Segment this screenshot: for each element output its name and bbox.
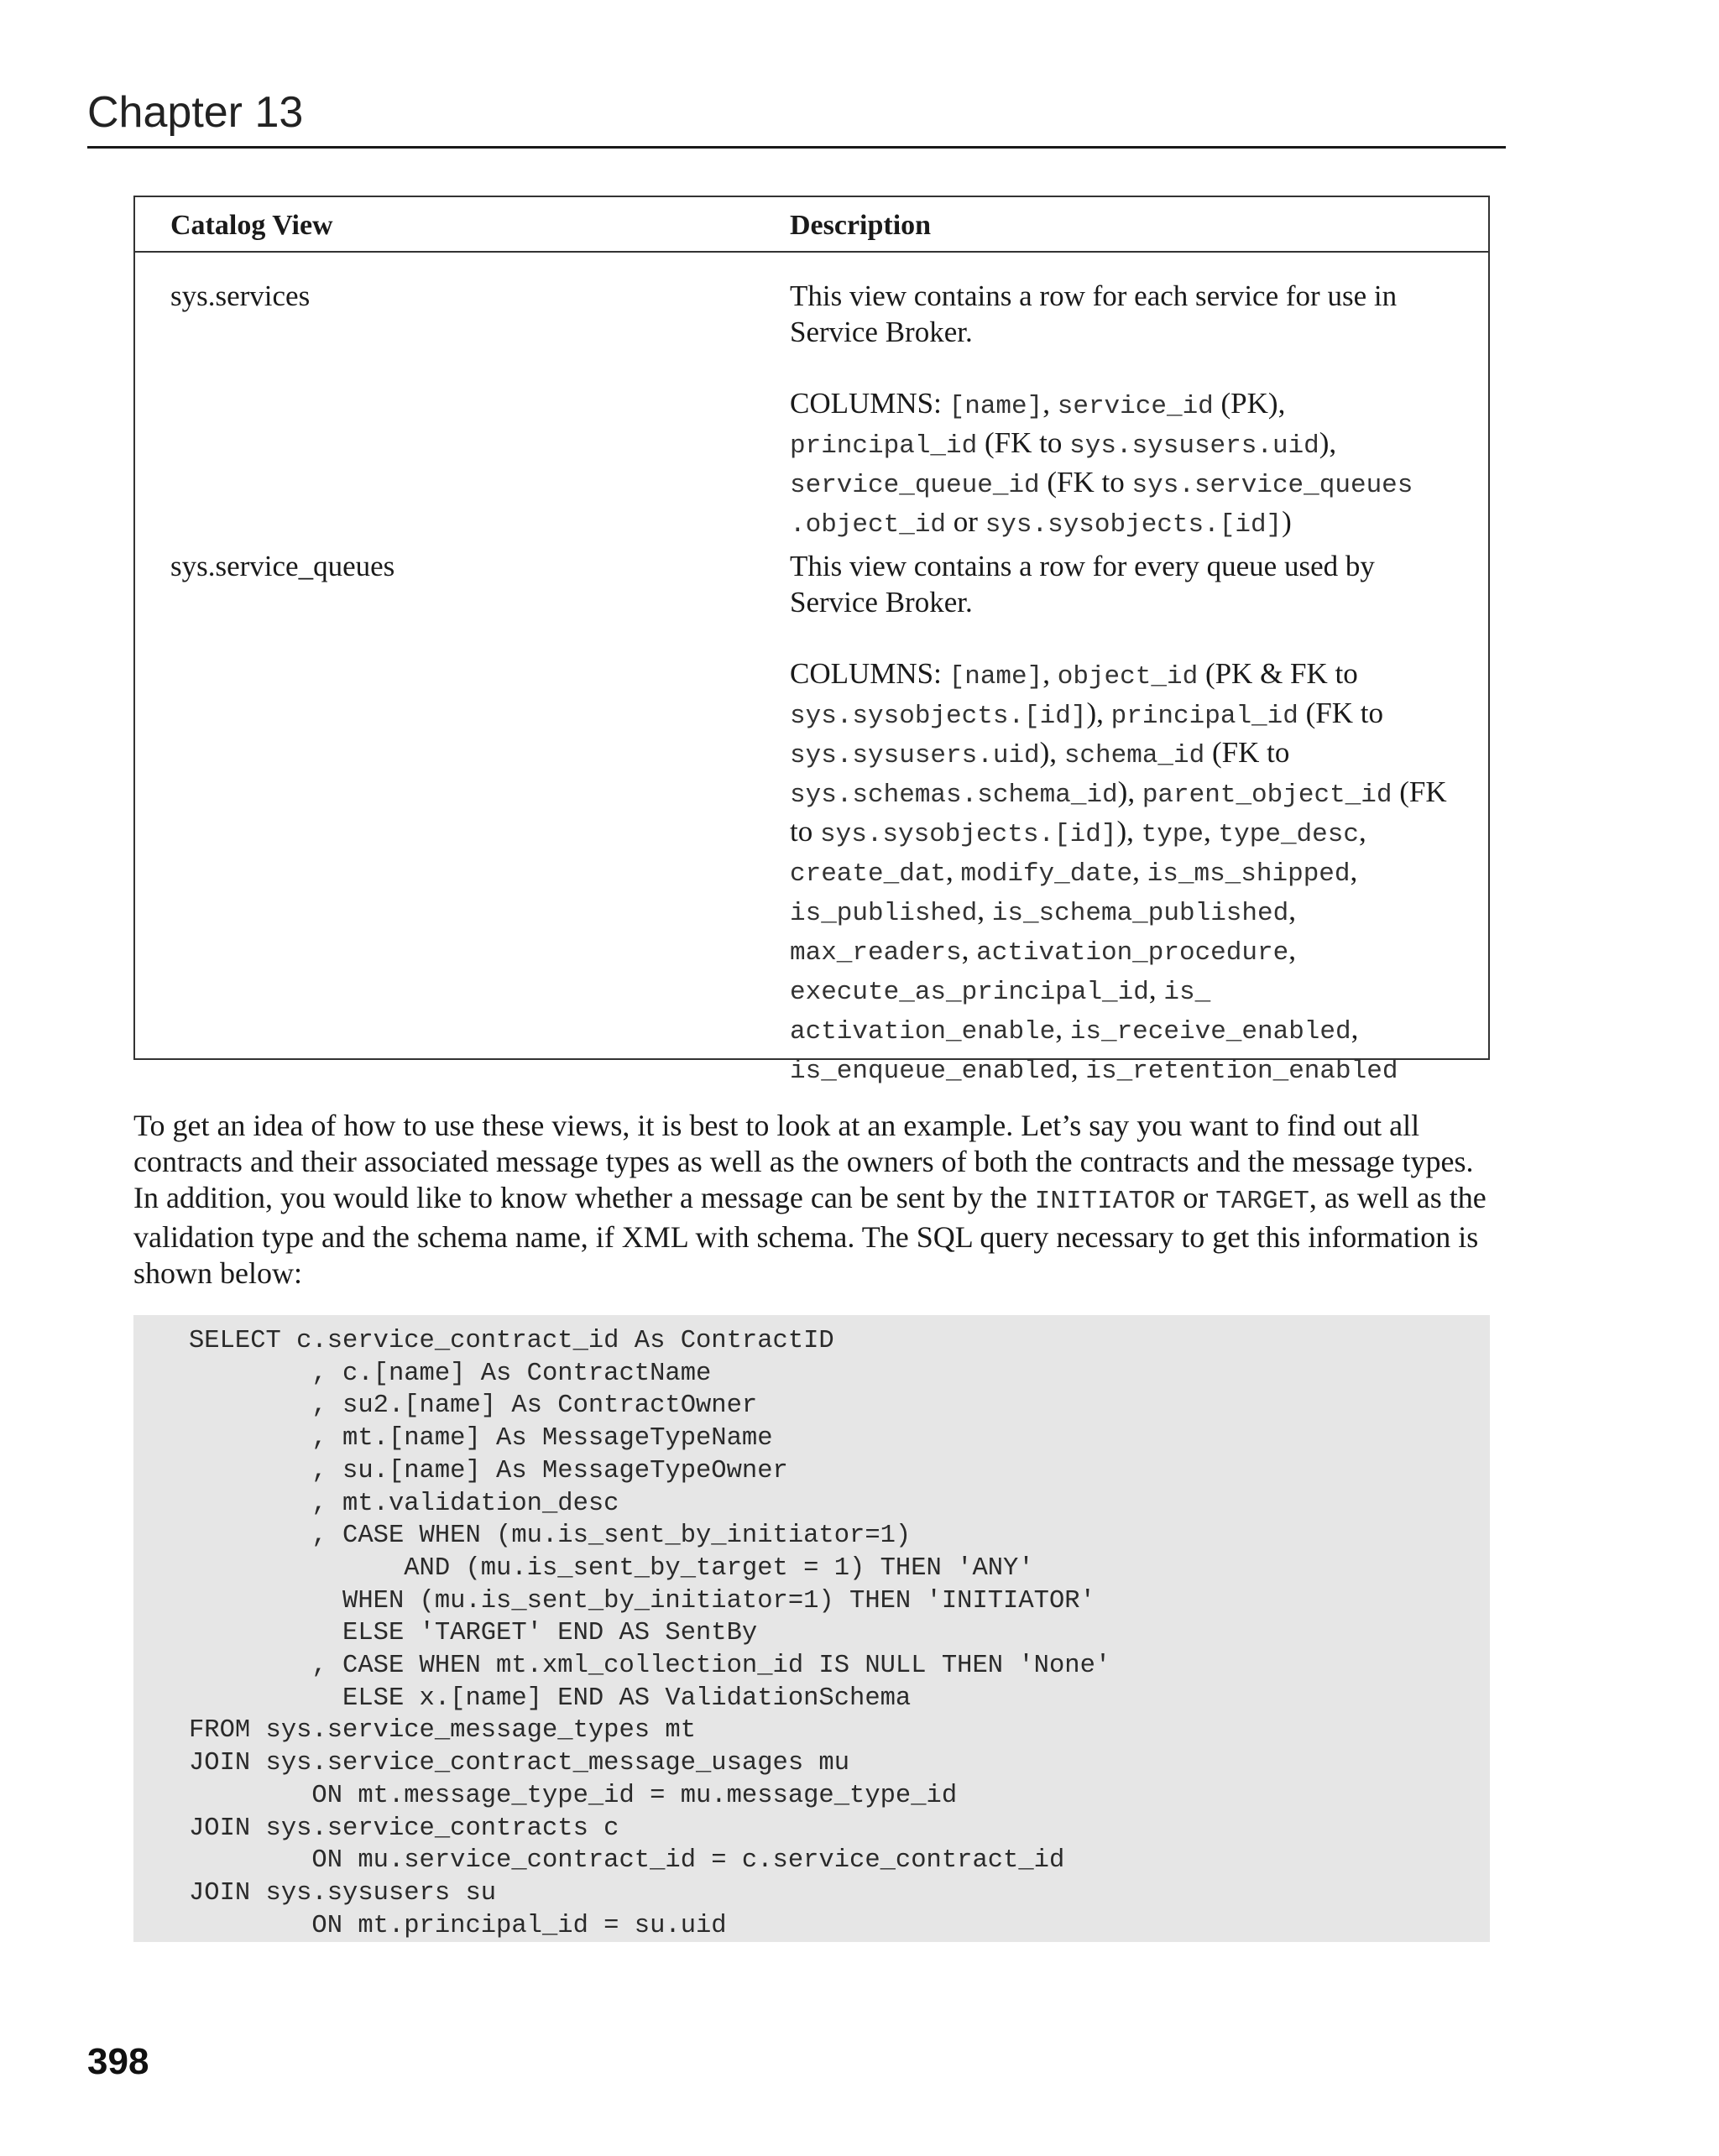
text-run: (FK to xyxy=(1204,736,1290,769)
code-term: max_readers xyxy=(790,938,962,968)
code-line: JOIN sys.service_contract_message_usages mu xyxy=(189,1749,850,1778)
text-run: , xyxy=(961,933,977,966)
code-term: sys.sysobjects.[id] xyxy=(985,510,1283,540)
code-line: , c.[name] As ContractName xyxy=(189,1359,712,1388)
text-run: (FK to xyxy=(1298,697,1383,729)
column-header-description: Description xyxy=(790,210,932,241)
text-run: , xyxy=(1288,933,1296,966)
text-run: ), xyxy=(1319,426,1337,459)
sql-code-block xyxy=(133,1315,1490,1942)
code-term: sys.sysusers.uid xyxy=(790,741,1040,770)
code-term: service_id xyxy=(1057,392,1214,421)
text-run: ), xyxy=(1116,815,1142,848)
code-line: WHEN (mu.is_sent_by_initiator=1) THEN 'INITIATOR' xyxy=(189,1586,1095,1616)
code-line: ON mt.message_type_id = mu.message_type_id xyxy=(189,1781,958,1810)
code-line: JOIN sys.sysusers su xyxy=(189,1878,497,1908)
text-run: (FK to xyxy=(1039,466,1132,499)
code-term: is_ms_shipped xyxy=(1147,859,1351,889)
text-run: , xyxy=(1070,1052,1086,1084)
catalog-view-description xyxy=(790,278,1470,543)
code-term: sys.schemas.schema_id xyxy=(790,780,1118,810)
code-line: ELSE 'TARGET' END AS SentBy xyxy=(189,1619,758,1648)
description-columns xyxy=(790,655,1470,1089)
text-run: , xyxy=(1042,387,1058,420)
code-term: schema_id xyxy=(1063,741,1205,770)
chapter-header xyxy=(87,87,1506,149)
code-term: type xyxy=(1141,820,1204,849)
text-run: ) xyxy=(1282,505,1292,538)
text-run: , xyxy=(1204,815,1219,848)
text-run: ), xyxy=(1039,736,1064,769)
code-term: type_desc xyxy=(1218,820,1359,849)
code-term: INITIATOR xyxy=(1034,1187,1176,1216)
text-run: , xyxy=(946,854,961,887)
code-term: principal_id xyxy=(1110,702,1298,731)
code-term: service_queue_id xyxy=(790,471,1040,500)
code-term: is_enqueue_enabled xyxy=(790,1057,1071,1086)
text-run: (FK to xyxy=(977,426,1070,459)
code-term: [name] xyxy=(948,662,1043,692)
code-line: , su2.[name] As ContractOwner xyxy=(189,1391,758,1421)
code-term: modify_date xyxy=(960,859,1133,889)
code-line: FROM sys.service_message_types mt xyxy=(189,1716,696,1746)
text-run: COLUMNS: xyxy=(790,387,949,420)
code-term: is_schema_published xyxy=(991,899,1289,928)
code-line: SELECT c.service_contract_id As ContractID xyxy=(189,1327,834,1355)
code-term: [name] xyxy=(948,392,1043,421)
code-line: ON mt.principal_id = su.uid xyxy=(189,1911,727,1940)
catalog-view-name: sys.services xyxy=(170,279,311,312)
page-number: 398 xyxy=(87,2041,149,2082)
text-run: or xyxy=(1175,1181,1216,1214)
text-run: To get an idea of how to use these views, it is best to look at an example. Let’s say you want to find out all contracts and their associated message types as well as the owners of both the contracts and the message types. In addition, you would like to know whether a message can be sent by the xyxy=(133,1109,1474,1214)
text-run: ), xyxy=(1086,697,1111,729)
description-columns xyxy=(790,385,1470,543)
text-run: ), xyxy=(1117,775,1142,808)
text-run: , as well as the validation type and the schema name, if XML with schema. The SQL query necessary to get this information is shown below: xyxy=(133,1181,1486,1290)
text-run: , xyxy=(1350,854,1358,887)
text-run: , xyxy=(1288,894,1296,927)
code-line: , CASE WHEN mt.xml_collection_id IS NULL THEN 'None' xyxy=(189,1652,1111,1681)
catalog-view-table xyxy=(133,196,1490,1086)
code-term: is_receive_enabled xyxy=(1069,1017,1351,1047)
text-run: , xyxy=(1132,854,1147,887)
code-term: sys.sysobjects.[id] xyxy=(790,702,1087,731)
code-term: object_id xyxy=(1057,662,1199,692)
code-term: sys.service_queues .object_id xyxy=(790,471,1413,540)
code-term: is_published xyxy=(790,899,978,928)
text-run: , xyxy=(1042,657,1058,690)
chapter-title: Chapter 13 xyxy=(87,88,304,137)
code-line: AND (mu.is_sent_by_target = 1) THEN 'ANY' xyxy=(189,1553,1034,1583)
body-paragraph xyxy=(133,1108,1497,1292)
description-intro: This view contains a row for every queue used by Service Broker. xyxy=(790,550,1375,619)
text-run: , xyxy=(1055,1012,1070,1045)
code-term: sys.sysusers.uid xyxy=(1069,431,1319,461)
text-run: (PK & FK to xyxy=(1198,657,1358,690)
code-term: create_dat xyxy=(790,859,947,889)
code-line: , su.[name] As MessageTypeOwner xyxy=(189,1456,788,1485)
code-term: TARGET xyxy=(1215,1187,1309,1216)
catalog-view-description xyxy=(790,548,1470,1089)
code-term: execute_as_principal_id xyxy=(790,978,1149,1007)
code-line: ON mu.service_contract_id = c.service_contract_id xyxy=(189,1846,1065,1876)
description-intro: This view contains a row for each service for use in Service Broker. xyxy=(790,279,1398,348)
text-run: or xyxy=(946,505,985,538)
code-term: is_ activation_enable xyxy=(790,978,1211,1047)
text-run: COLUMNS: xyxy=(790,657,949,690)
text-run: (FK to xyxy=(790,775,1447,848)
code-line: , CASE WHEN (mu.is_sent_by_initiator=1) xyxy=(189,1522,912,1551)
text-run: , xyxy=(977,894,992,927)
table-header-row xyxy=(135,197,1488,253)
code-term: sys.sysobjects.[id] xyxy=(819,820,1117,849)
code-term: activation_procedure xyxy=(976,938,1289,968)
code-line: JOIN sys.service_contracts c xyxy=(189,1814,619,1843)
catalog-view-name: sys.service_queues xyxy=(170,550,395,582)
code-term: parent_object_id xyxy=(1142,780,1392,810)
text-run: , xyxy=(1358,815,1366,848)
text-run: , xyxy=(1148,973,1164,1005)
code-term: principal_id xyxy=(790,431,978,461)
text-run: , xyxy=(1351,1012,1359,1045)
code-line: , mt.validation_desc xyxy=(189,1489,619,1518)
code-line: ELSE x.[name] END AS ValidationSchema xyxy=(189,1684,912,1713)
column-header-catalog-view: Catalog View xyxy=(170,210,333,241)
code-line: , mt.[name] As MessageTypeName xyxy=(189,1424,773,1454)
code-term: is_retention_enabled xyxy=(1085,1057,1398,1086)
text-run: (PK), xyxy=(1213,387,1286,420)
